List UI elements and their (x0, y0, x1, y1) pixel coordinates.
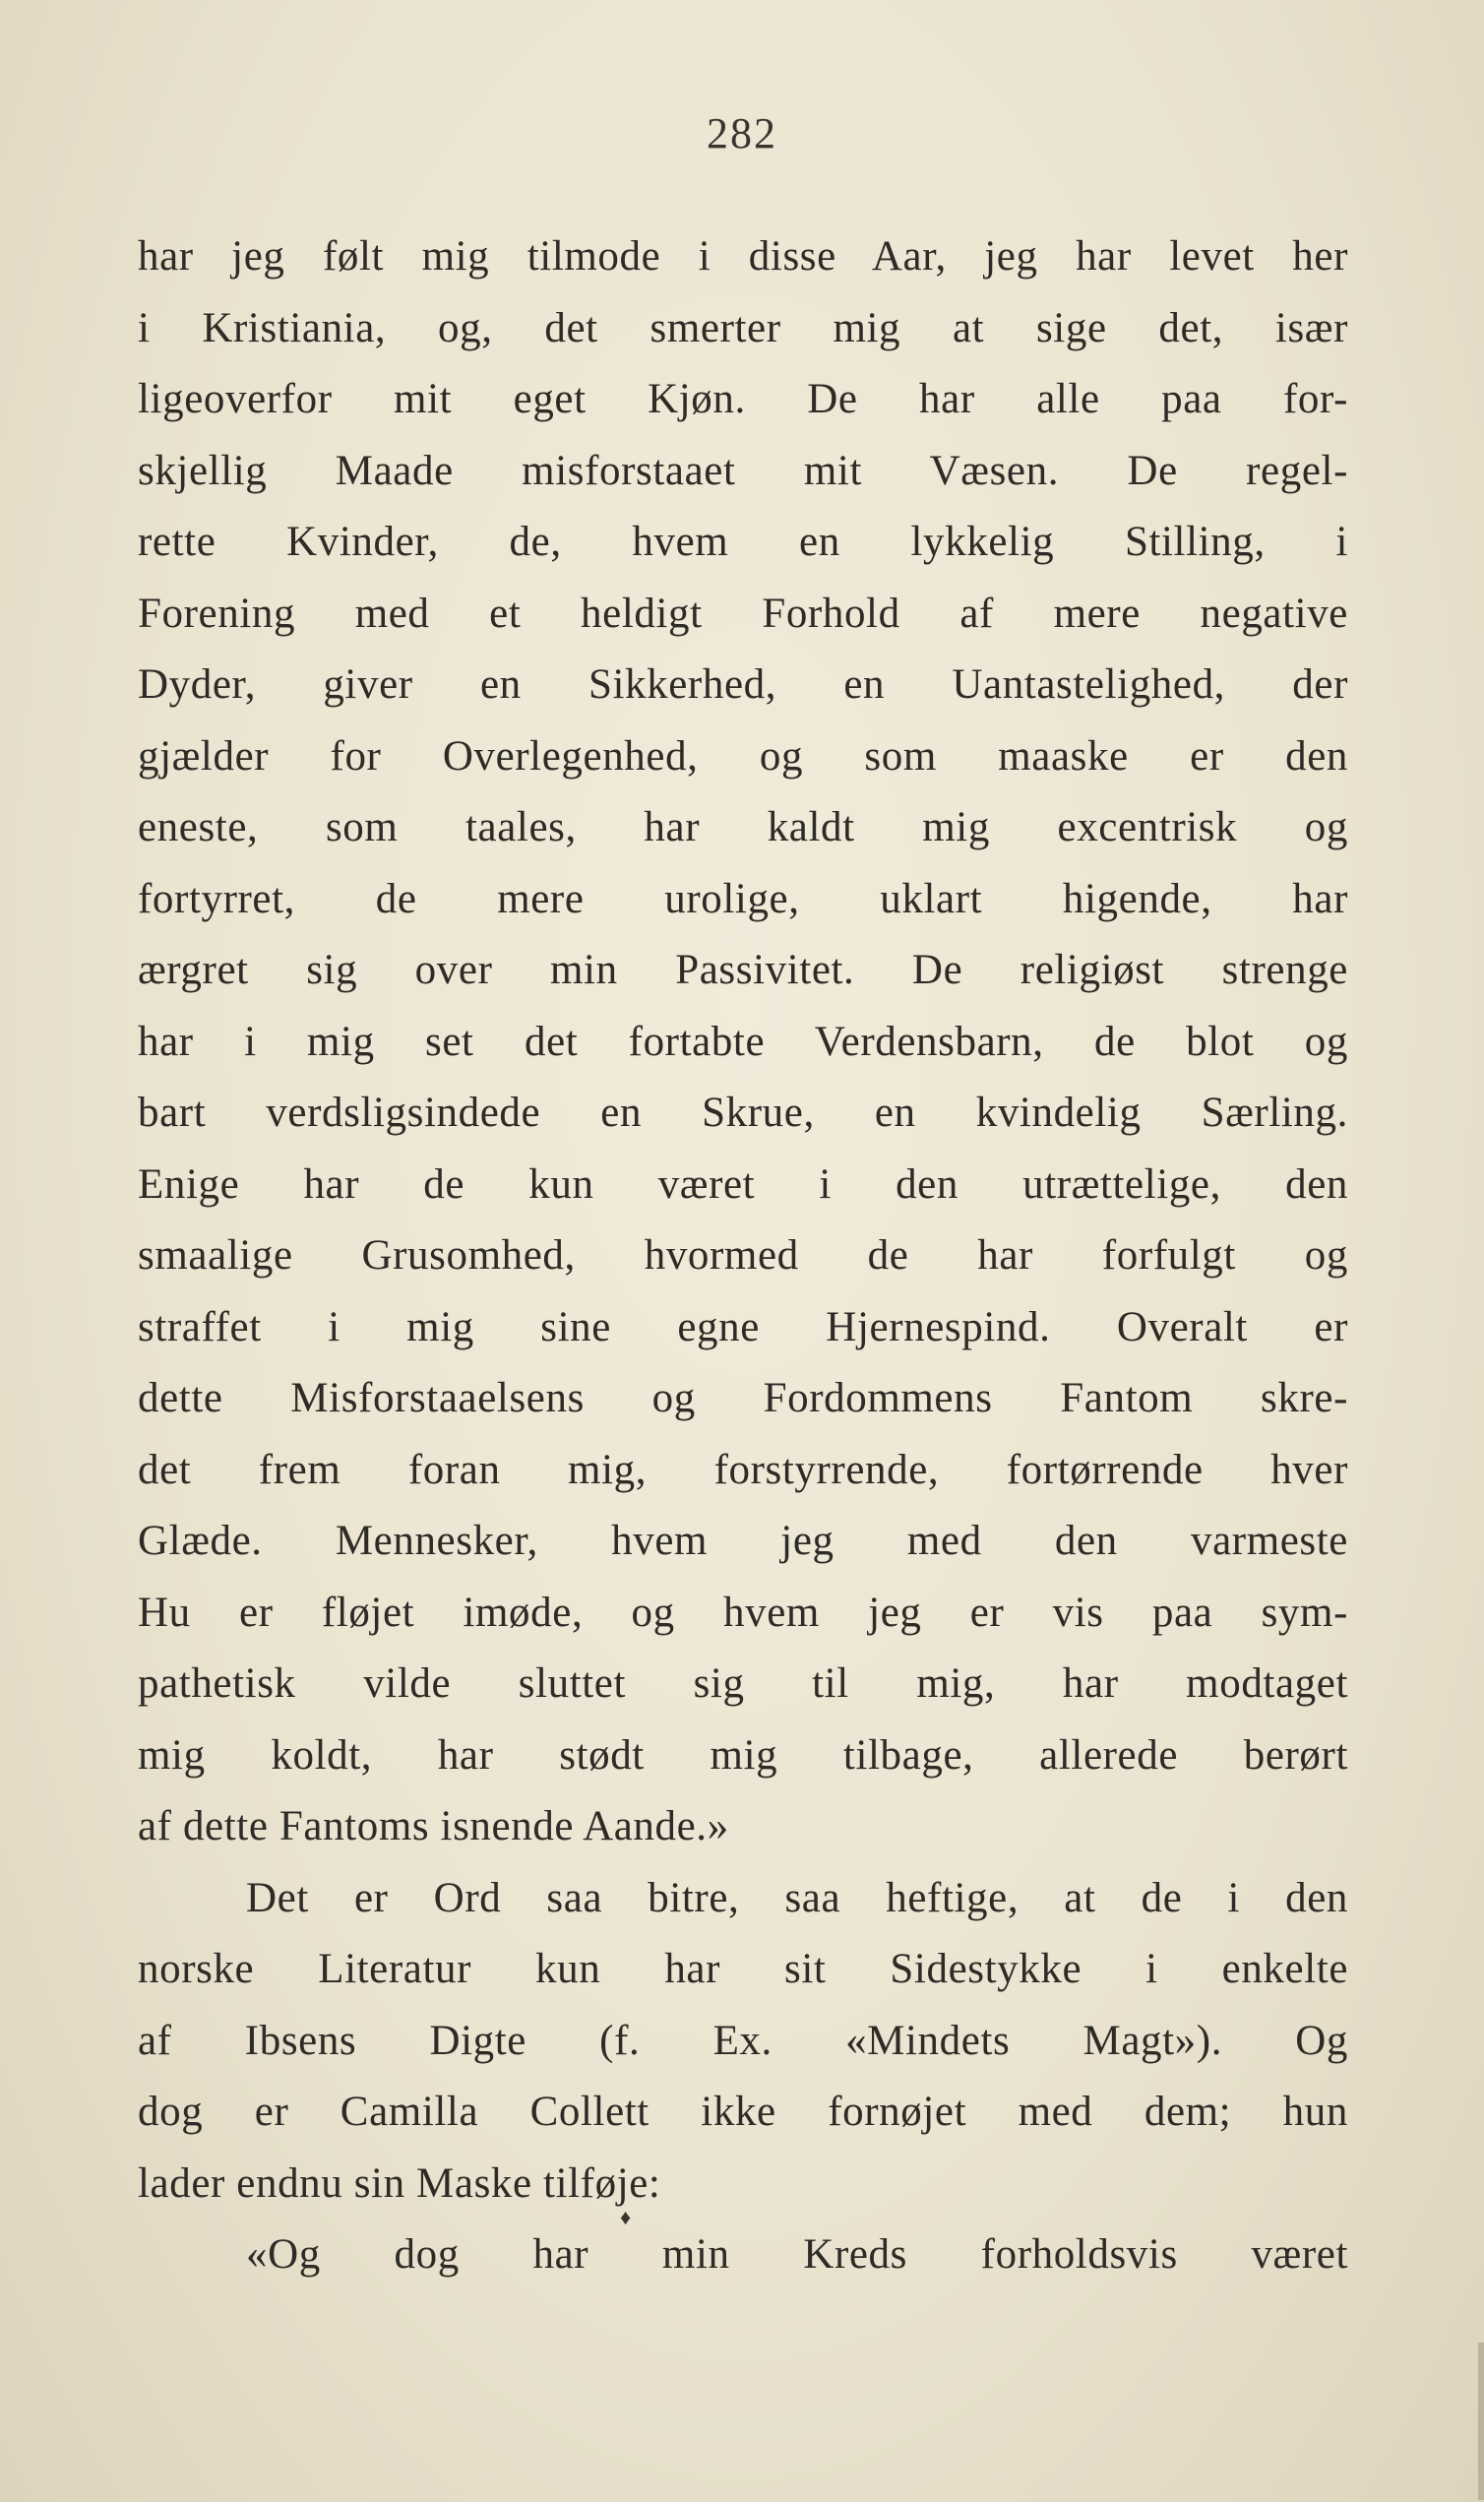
text-line: straffet i mig sine egne Hjernespind. Overalt er (138, 1303, 1348, 1350)
text-line: eneste, som taales, har kaldt mig excentrisk og (138, 804, 1348, 850)
page-number: 282 (707, 109, 777, 157)
text-line: Glæde. Mennesker, hvem jeg med den varmeste (138, 1518, 1348, 1564)
text-line: har jeg følt mig tilmode i disse Aar, jeg har levet her (138, 233, 1348, 280)
text-line: har i mig set det fortabte Verdensbarn, de blot og (138, 1018, 1348, 1065)
text-line: Det er Ord saa bitre, saa heftige, at de i den (246, 1874, 1348, 1921)
body-text (138, 221, 1348, 2291)
text-line: ligeoverfor mit eget Kjøn. De har alle paa for- (138, 376, 1348, 422)
text-line: smaalige Grusomhed, hvormed de har forfulgt og (138, 1232, 1348, 1279)
text-line: Hu er fløjet imøde, og hvem jeg er vis paa sym- (138, 1589, 1348, 1636)
text-line: af dette Fantoms isnende Aande.» (138, 1803, 729, 1849)
ink-speck-icon: ♦ (620, 2205, 632, 2229)
text-line: «Og dog har min Kreds forholdsvis været (246, 2231, 1348, 2278)
text-line: i Kristiania, og, det smerter mig at sige det, især (138, 304, 1348, 351)
text-line: af Ibsens Digte (f. Ex. «Mindets Magt»). Og (138, 2017, 1348, 2064)
text-line: norske Literatur kun har sit Sidestykke i enkelte (138, 1946, 1348, 1992)
text-line: bart verdsligsindede en Skrue, en kvindelig Særling. (138, 1090, 1348, 1136)
text-line: Dyder, giver en Sikkerhed, en Uantastelighed, der (138, 661, 1348, 708)
text-line: rette Kvinder, de, hvem en lykkelig Stilling, i (138, 519, 1348, 565)
page-edge-mark (1478, 2343, 1484, 2500)
text-line: ærgret sig over min Passivitet. De religiøst strenge (138, 947, 1348, 993)
text-line: fortyrret, de mere urolige, uklart higende, har (138, 875, 1348, 922)
text-line: Forening med et heldigt Forhold af mere negative (138, 590, 1348, 637)
text-line: det frem foran mig, forstyrrende, fortørrende hver (138, 1446, 1348, 1493)
text-line: mig koldt, har stødt mig tilbage, allerede berørt (138, 1731, 1348, 1779)
text-line: lader endnu sin Maske tilføje: (138, 2159, 661, 2207)
text-line: skjellig Maade misforstaaet mit Væsen. De regel- (138, 447, 1348, 494)
text-line: dette Misforstaaelsens og Fordommens Fantom skre- (138, 1375, 1348, 1421)
text-line: Enige har de kun været i den utrættelige, den (138, 1160, 1348, 1208)
text-line: gjælder for Overlegenhed, og som maaske er den (138, 732, 1348, 780)
text-line: pathetisk vilde sluttet sig til mig, har modtaget (138, 1660, 1348, 1707)
text-line: dog er Camilla Collett ikke fornøjet med dem; hun (138, 2089, 1348, 2135)
